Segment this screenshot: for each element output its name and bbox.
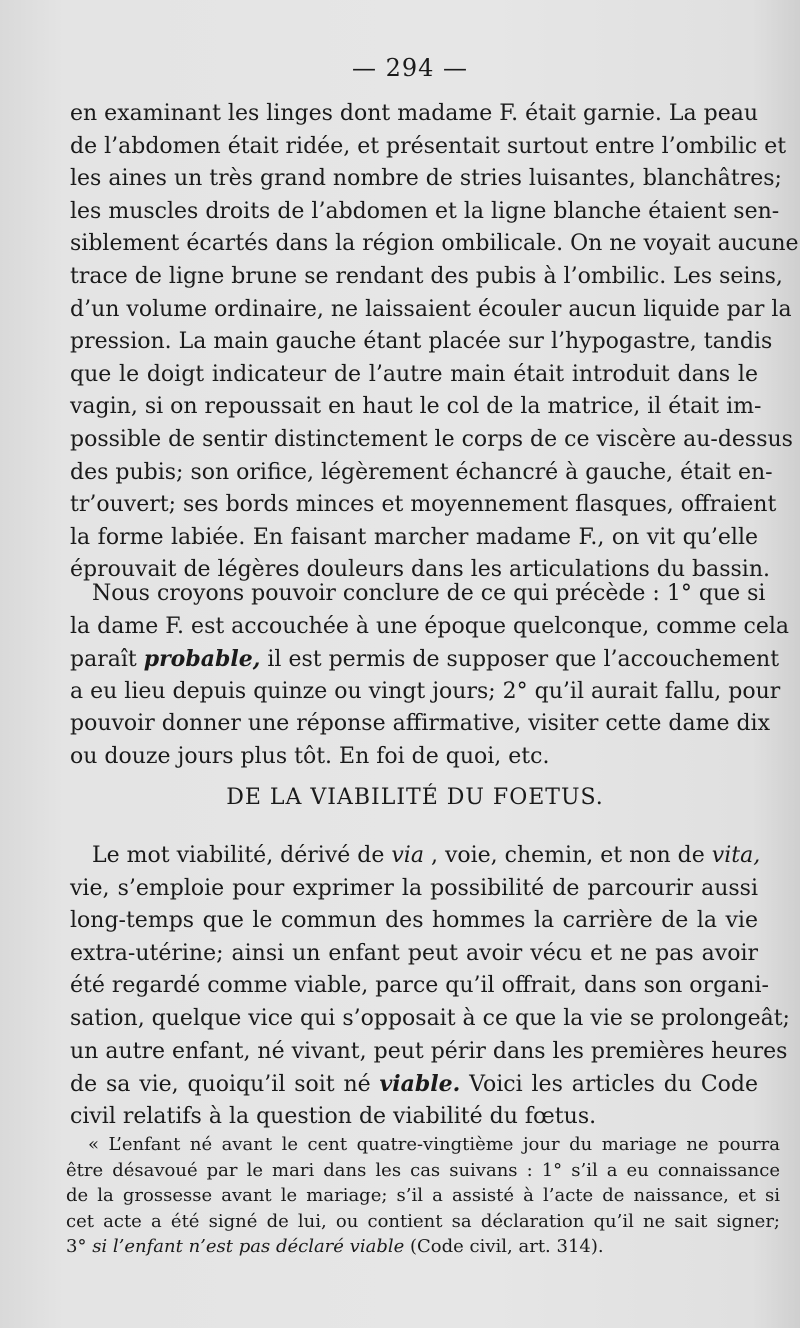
text-line: sation, quelque vice qui s’opposait à ce que la vie se prolongeât; <box>70 1005 790 1031</box>
quote-line: cet acte a été signé de lui, ou contient sa déclaration qu’il ne sait signer; <box>66 1210 780 1232</box>
quote-line: « L’enfant né avant le cent quatre-vingtième jour du mariage ne pourra <box>88 1134 780 1155</box>
italic-word: via <box>391 843 424 868</box>
quote-line: de la grossesse avant le mariage; s’il a assisté à l’acte de naissance, et si <box>66 1185 780 1206</box>
text-line: civil relatifs à la question de viabilité du fœtus. <box>70 1103 597 1129</box>
quote-line: 3° si l’enfant n’est pas déclaré viable (Code civil, art. 314). <box>66 1236 604 1257</box>
text-line: de l’abdomen était ridée, et présentait surtout entre l’ombilic et <box>70 133 787 159</box>
text-line: vie, s’emploie pour exprimer la possibilité de parcourir aussi <box>70 875 758 901</box>
text-line: vagin, si on repoussait en haut le col de la matrice, il était im- <box>70 394 762 420</box>
text-line: des pubis; son orifice, légèrement échancré à gauche, était en- <box>70 459 773 485</box>
text-line: long-temps que le commun des hommes la carrière de la vie <box>70 908 758 934</box>
text-line: possible de sentir distinctement le corps de ce viscère au-dessus <box>70 426 793 452</box>
text-line: de sa vie, quoiqu’il soit né viable. Voici les articles du Code <box>70 1071 758 1098</box>
code-civil-quote <box>66 1132 780 1260</box>
text-line: été regardé comme viable, parce qu’il offrait, dans son organi- <box>70 973 769 999</box>
text-line: éprouvait de légères douleurs dans les articulations du bassin. <box>70 557 770 583</box>
text-line: pouvoir donner une réponse affirmative, visiter cette dame dix <box>70 711 770 737</box>
text-line: les muscles droits de l’abdomen et la ligne blanche étaient sen- <box>70 198 780 224</box>
italic-word: probable, <box>143 646 261 673</box>
text-line: les aines un très grand nombre de stries luisantes, blanchâtres; <box>70 166 782 192</box>
paragraph-examination <box>70 98 799 587</box>
italic-word: vita, <box>711 843 761 868</box>
text-line: a eu lieu depuis quinze ou vingt jours; 2° qu’il aurait fallu, pour <box>70 678 781 704</box>
text-line: trace de ligne brune se rendant des pubis à l’ombilic. Les seins, <box>70 263 783 289</box>
text-line: d’un volume ordinaire, ne laissaient écouler aucun liquide par la <box>70 296 792 322</box>
page-number: — 294 — <box>351 54 469 82</box>
text-line: siblement écartés dans la région ombilicale. On ne voyait aucune <box>70 231 799 257</box>
paragraph-viability <box>70 840 790 1133</box>
italic-word: viable. <box>379 1071 461 1098</box>
text-line: la dame F. est accouchée à une époque quelconque, comme cela <box>70 613 790 639</box>
italic-phrase: si l’enfant n’est pas déclaré viable <box>92 1236 405 1257</box>
paragraph-conclusion <box>70 578 790 774</box>
text-line: Nous croyons pouvoir conclure de ce qui précède : 1° que si <box>92 581 766 606</box>
quote-line: être désavoué par le mari dans les cas suivans : 1° s’il a eu connaissance <box>66 1159 780 1181</box>
text-line: paraît probable, il est permis de supposer que l’accouchement <box>70 646 780 673</box>
text-line: que le doigt indicateur de l’autre main était introduit dans le <box>70 361 758 387</box>
text-line: extra-utérine; ainsi un enfant peut avoir vécu et ne pas avoir <box>70 940 758 966</box>
text-line: Le mot viabilité, dérivé de via , voie, chemin, et non de vita, <box>92 843 761 868</box>
text-line: en examinant les linges dont madame F. était garnie. La peau <box>70 101 758 126</box>
section-heading: DE LA VIABILITÉ DU FOETUS. <box>226 785 604 810</box>
text-line: ou douze jours plus tôt. En foi de quoi, etc. <box>70 743 550 769</box>
text-line: tr’ouvert; ses bords minces et moyennement flasques, offraient <box>70 492 777 518</box>
text-line: un autre enfant, né vivant, peut périr dans les premières heures <box>70 1038 788 1064</box>
text-line: pression. La main gauche étant placée sur l’hypogastre, tandis <box>70 329 773 355</box>
text-line: la forme labiée. En faisant marcher madame F., on vit qu’elle <box>70 524 758 550</box>
